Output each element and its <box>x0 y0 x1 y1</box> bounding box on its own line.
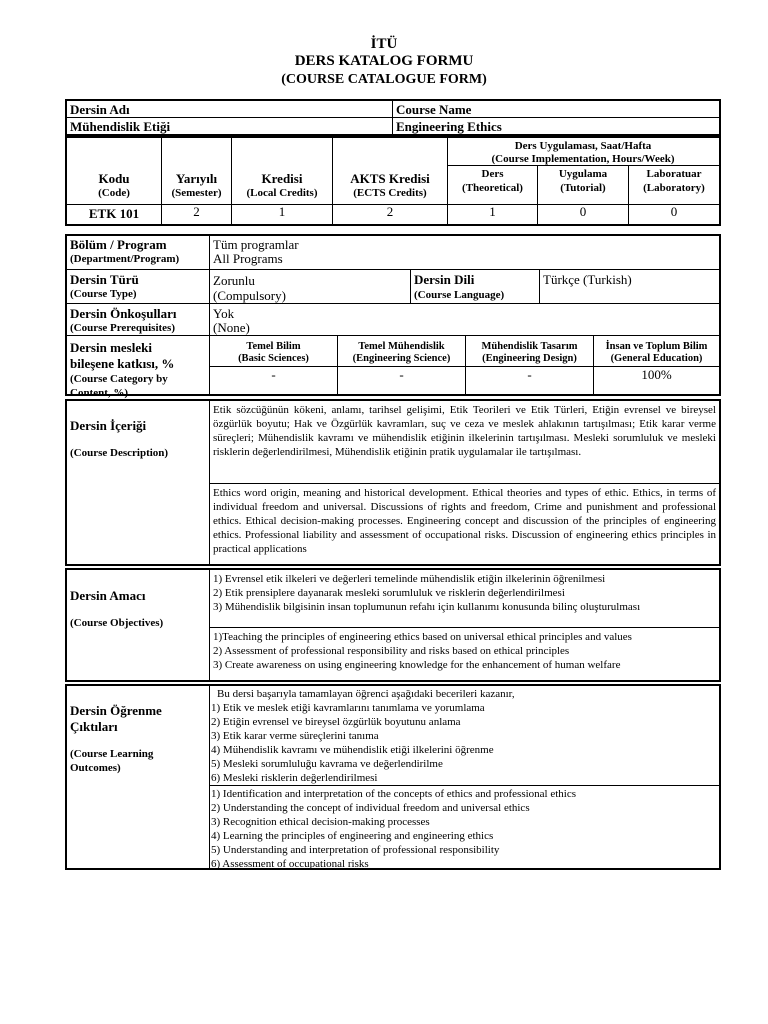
general-info-section <box>65 234 721 399</box>
description-text-tr: Etik sözcüğünün kökeni, anlamı, tarihsel gelişimi, Etik Teorileri ve Etik Türleri, Etiğin evrensel ve bireysel özgürlük boyutu; Hak ve Özgürlük kavramları, suç ve ceza ve meslek ahlakının tartışılması; Etik karar verme süreçleri; Mühendislik kavramı ve mühendislik etiğinin ilkelerinin tartışılması. Mesleki sorumluluk ve mesleki risklerin değerlendirilmesi, Mühendislik etiğinin pratik uygulamalar ile tartışılması. <box>209 401 719 483</box>
description-section <box>65 399 721 566</box>
category-engineering-design-value: - <box>465 366 593 394</box>
outcome-en-4: 4) Learning the principles of engineering and engineering ethics <box>211 830 494 842</box>
code-value: ETK 101 <box>67 204 161 224</box>
objectives-label: Dersin Amacı (Course Objectives) <box>70 588 164 629</box>
category-basic-value: - <box>209 366 337 394</box>
outcome-tr-2: 2) Etiğin evrensel ve bireysel özgürlük boyutunu anlama <box>211 716 461 728</box>
prerequisites-label: Dersin Önkoşulları (Course Prerequisites) <box>67 303 209 336</box>
course-name-label-tr: Dersin Adı <box>70 102 130 117</box>
code-credits-section <box>65 136 721 226</box>
outcome-en-3: 3) Recognition ethical decision-making processes <box>211 816 430 828</box>
category-engineering-science-value: - <box>337 366 465 394</box>
outcome-tr-6: 6) Mesleki risklerin değerlendirilmesi <box>211 772 378 784</box>
description-label: Dersin İçeriği (Course Description) <box>70 418 169 459</box>
course-type-value: Zorunlu (Compulsory) <box>209 269 410 304</box>
outcome-en-1: 1) Identification and interpretation of the concepts of ethics and professional ethics <box>211 788 577 800</box>
category-label: Dersin mesleki bileşene katkısı, % (Course Category by Content, %) <box>67 335 209 394</box>
tutorial-value: 0 <box>537 204 628 224</box>
code-col-header: Kodu (Code) <box>98 171 130 199</box>
outcomes-tr <box>209 686 719 785</box>
outcome-tr-1: 1) Etik ve meslek etiği kavramlarını tanımlama ve yorumlama <box>211 702 485 714</box>
department-value: Tüm programlar All Programs <box>209 236 719 270</box>
semester-value: 2 <box>161 204 231 224</box>
category-basic-header: Temel Bilim (Basic Sciences) <box>209 335 337 368</box>
impl-header <box>447 140 719 168</box>
objectives-section <box>65 568 721 682</box>
outcome-en-2: 2) Understanding the concept of individual freedom and universal ethics <box>211 802 530 814</box>
outcome-tr-3: 3) Etik karar verme süreçlerini tanıma <box>211 730 379 742</box>
impl-divider <box>447 138 448 165</box>
semester-col-header: Yarıyılı (Semester) <box>161 138 231 206</box>
objective-tr-2: 2) Etik prensiplere dayanarak mesleki sorumluluk ve risklerin değerlendirilmesi <box>213 587 565 599</box>
local-credits-value: 1 <box>231 204 332 224</box>
outcome-en-6: 6) Assessment of occupational risks <box>211 858 369 870</box>
objective-en-1: 1)Teaching the principles of engineering ethics based on universal ethical principles and values <box>213 631 632 643</box>
category-engineering-science-header: Temel Mühendislik (Engineering Science) <box>337 335 465 368</box>
description-text-en: Ethics word origin, meaning and historical development. Ethical theories and types of ethic. Ethics, in terms of individual freedom and universal. Discussions of rights and freedom, Crime and punishment and professional ethics. Ethical decision-making processes. Engineering concept and discussion of the principles of engineering ethics. Professional liability and assessment of occupational risks. Discussion of engineering ethics principles in practical applications <box>209 483 719 564</box>
course-name-section <box>65 99 721 136</box>
course-name-value-en: Engineering Ethics <box>392 117 719 134</box>
ects-col-header: AKTS Kredisi (ECTS Credits) <box>332 138 447 206</box>
course-language-value: Türkçe (Turkish) <box>539 269 719 304</box>
department-label: Bölüm / Program (Department/Program) <box>70 237 180 265</box>
outcomes-label: Dersin Öğrenme Çıktıları (Course Learning Outcomes) <box>70 703 162 774</box>
outcomes-en <box>209 785 719 868</box>
ects-value: 2 <box>332 204 447 224</box>
local-credits-col-header: Kredisi (Local Credits) <box>231 138 332 206</box>
form-title: DERS KATALOG FORMU <box>294 53 474 69</box>
outcomes-intro-tr: Bu dersi başarıyla tamamlayan öğrenci aşağıdaki becerileri kazanır, <box>217 688 515 700</box>
theoretical-col-header: Ders (Theoretical) <box>447 165 537 206</box>
course-language-label: Dersin Dili (Course Language) <box>410 269 539 304</box>
impl-header-en: (Course Implementation, Hours/Week) <box>491 153 675 165</box>
course-name-label-en: Course Name <box>392 101 719 118</box>
category-engineering-design-header: Mühendislik Tasarım (Engineering Design) <box>465 335 593 368</box>
objective-tr-1: 1) Evrensel etik ilkeleri ve değerleri temelinde mühendislik etiğin ilkelerinin öğrenilmesi <box>213 573 606 585</box>
objective-en-3: 3) Create awareness on using engineering knowledge for the enhancement of human welfare <box>213 659 621 671</box>
category-general-education-value: 100% <box>593 366 719 394</box>
laboratory-col-header: Laboratuar (Laboratory) <box>628 165 719 206</box>
laboratory-value: 0 <box>628 204 719 224</box>
outcome-tr-4: 4) Mühendislik kavramı ve mühendislik etiği ilkelerini öğrenme <box>211 744 494 756</box>
outcomes-section <box>65 684 721 870</box>
course-name-value-tr: Mühendislik Etiği <box>67 117 392 134</box>
objectives-en <box>209 627 719 680</box>
objective-en-2: 2) Assessment of professional responsibility and risks based on ethical principles <box>213 645 570 657</box>
outcome-tr-5: 5) Mesleki sorumluluğu kavrama ve değerlendirilme <box>211 758 443 770</box>
course-type-label: Dersin Türü (Course Type) <box>67 269 209 304</box>
tutorial-col-header: Uygulama (Tutorial) <box>537 165 628 206</box>
form-subtitle: (COURSE CATALOGUE FORM) <box>281 72 487 87</box>
outcome-en-5: 5) Understanding and interpretation of professional responsibility <box>211 844 500 856</box>
theoretical-value: 1 <box>447 204 537 224</box>
objectives-tr <box>209 570 719 627</box>
objective-tr-3: 3) Mühendislik bilgisinin insan toplumunun refahı için kullanımı konusunda bilinç oluşturulması <box>213 601 641 613</box>
university-title: İTÜ <box>370 36 398 52</box>
category-general-education-header: İnsan ve Toplum Bilim (General Education) <box>593 335 719 368</box>
impl-header-tr: Ders Uygulaması, Saat/Hafta <box>514 140 652 152</box>
prerequisites-value: Yok (None) <box>209 303 719 336</box>
